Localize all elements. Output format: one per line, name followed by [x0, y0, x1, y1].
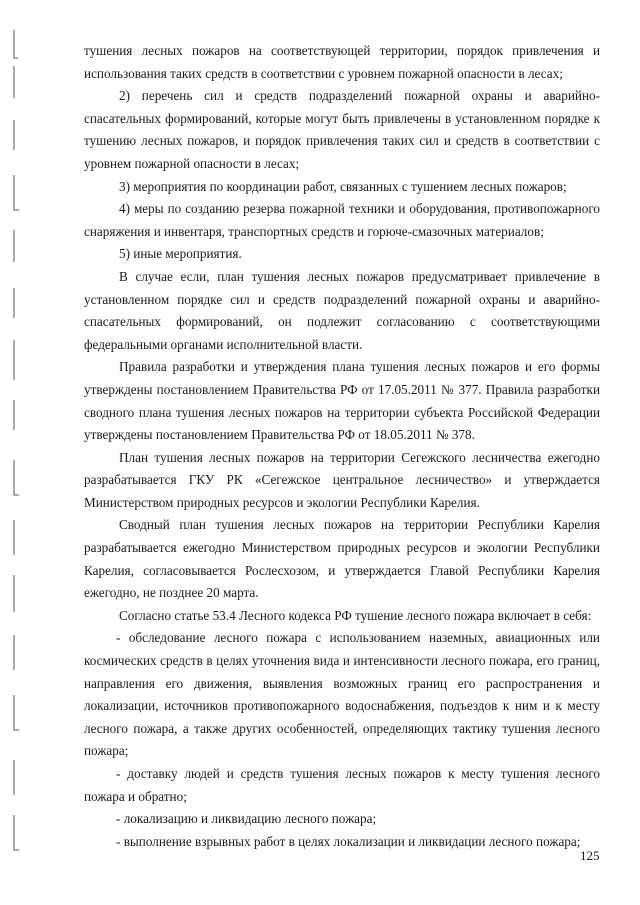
paragraph: План тушения лесных пожаров на территории Сегежского лесничества ежегодно разрабатывается ГКУ РК «Сегежское центральное лесничество» и утверждается Министерством природных ресурсов и экологии Республики Карелия. — [84, 449, 600, 510]
page-number: 125 — [580, 848, 600, 863]
paragraph: 2) перечень сил и средств подразделений пожарной охраны и аварийно-спасательных формирований, которые могут быть привлечены в установленном порядке к тушению лесных пожаров, и порядок привлечения таких сил и средств в соответствии с уровнем пожарной опасности в лесах; — [84, 88, 600, 171]
paragraph: Сводный план тушения лесных пожаров на территории Республики Карелия разрабатывается ежегодно Министерством природных ресурсов и экологии Республики Карелия, согласовывается Рослесхозом, и утверждается Главой Республики Карелия ежегодно, не позднее 20 марта. — [84, 517, 600, 601]
list-item: - локализацию и ликвидацию лесного пожара; — [116, 811, 377, 827]
paragraph: 4) меры по созданию резерва пожарной техники и оборудования, противопожарного снаряжения и инвентаря, транспортных средств и горюче-смазочных материалов; — [84, 201, 600, 239]
list-item: - доставку людей и средств тушения лесных пожаров к месту тушения лесного пожара и обратно; — [84, 766, 600, 804]
paragraph: 5) иные мероприятия. — [119, 246, 242, 262]
paragraph: В случае если, план тушения лесных пожаров предусматривает привлечение в установленном порядке сил и средств подразделений пожарной охраны и аварийно-спасательных формирований, он подлежит согласованию с соответствующими федеральными органами исполнительной власти. — [84, 268, 600, 352]
list-item: - выполнение взрывных работ в целях локализации и ликвидации лесного пожара; — [116, 833, 581, 849]
list-item: - обследование лесного пожара с использованием наземных, авиационных или космических средств в целях уточнения вида и интенсивности лесного пожара, его границ, направления его движения, выявления возможных границ его распространения и локализации, источников противопожарного водоснабжения, подъездов к ним и к месту лесного пожара, а также других особенностей, определяющих тактику тушения лесного пожара; — [84, 630, 600, 759]
paragraph: 3) мероприятия по координации работ, связанных с тушением лесных пожаров; — [119, 178, 567, 194]
paragraph: Правила разработки и утверждения плана тушения лесных пожаров и его формы утверждены постановлением Правительства РФ от 17.05.2011 № 377. Правила разработки сводного плана тушения лесных пожаров на территории субъекта Российской Федерации утверждены постановлением Правительства РФ от 18.05.2011 № 378. — [84, 359, 600, 443]
document-body — [84, 40, 600, 853]
paragraph: тушения лесных пожаров на соответствующей территории, порядок привлечения и использования таких средств в соответствии с уровнем пожарной опасности в лесах; — [84, 43, 600, 81]
paragraph: Согласно статье 53.4 Лесного кодекса РФ тушение лесного пожара включает в себя: — [119, 607, 592, 623]
margin-scan-marks — [0, 0, 30, 905]
